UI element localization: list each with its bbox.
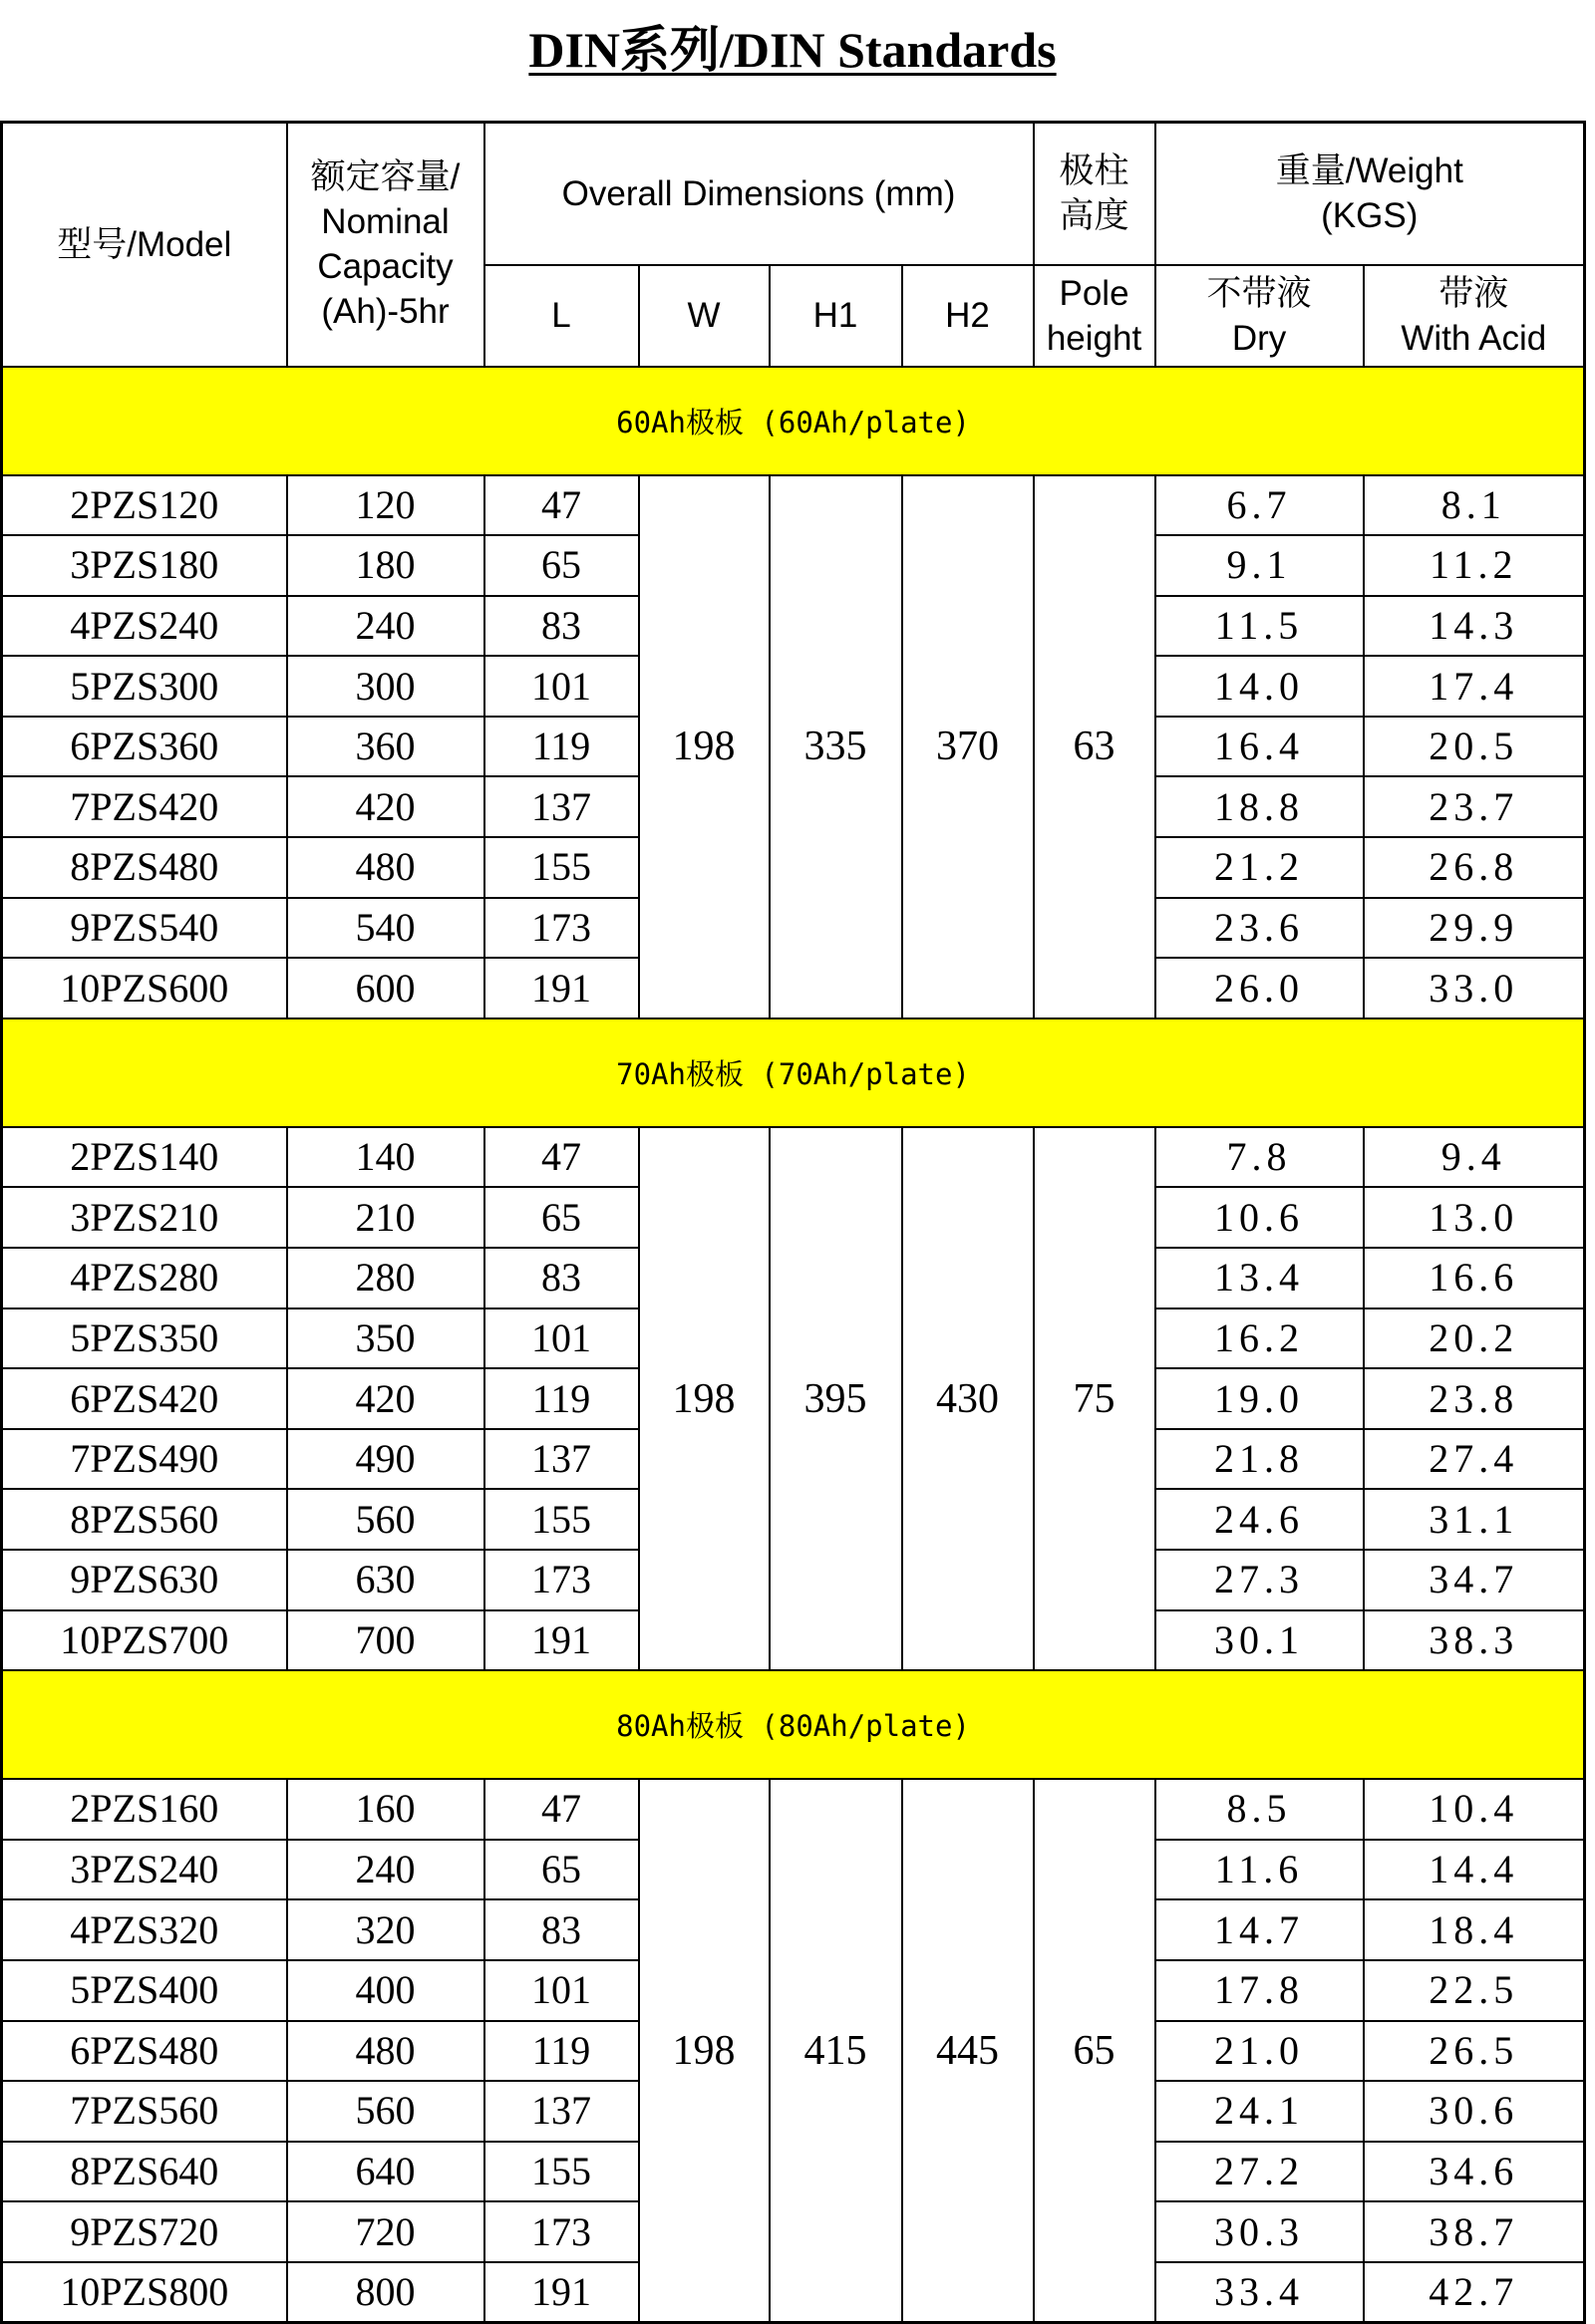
capacity-cell: 240 bbox=[287, 1840, 484, 1900]
model-cell: 2PZS160 bbox=[2, 1779, 287, 1840]
acid-weight-cell: 31.1 bbox=[1364, 1489, 1585, 1550]
model-cell: 9PZS720 bbox=[2, 2201, 287, 2262]
group-header-row bbox=[2, 367, 1585, 475]
dry-weight-cell: 21.0 bbox=[1155, 2021, 1364, 2082]
acid-weight-cell: 22.5 bbox=[1364, 1960, 1585, 2021]
capacity-cell: 280 bbox=[287, 1248, 484, 1308]
header-h1: H1 bbox=[770, 265, 902, 367]
capacity-cell: 720 bbox=[287, 2201, 484, 2262]
group-label: 60Ah极板 (60Ah/plate) bbox=[2, 367, 1585, 475]
length-cell: 101 bbox=[484, 1308, 639, 1369]
acid-weight-cell: 17.4 bbox=[1364, 656, 1585, 717]
acid-weight-cell: 33.0 bbox=[1364, 958, 1585, 1018]
capacity-cell: 420 bbox=[287, 1368, 484, 1429]
dry-weight-cell: 18.8 bbox=[1155, 776, 1364, 837]
length-cell: 83 bbox=[484, 1899, 639, 1960]
acid-weight-cell: 9.4 bbox=[1364, 1127, 1585, 1188]
model-cell: 8PZS640 bbox=[2, 2142, 287, 2202]
capacity-cell: 140 bbox=[287, 1127, 484, 1188]
din-spec-table bbox=[0, 121, 1586, 2324]
header-capacity-line: Capacity bbox=[317, 247, 454, 287]
length-cell: 83 bbox=[484, 596, 639, 657]
model-cell: 5PZS300 bbox=[2, 656, 287, 717]
acid-weight-cell: 34.6 bbox=[1364, 2142, 1585, 2202]
length-cell: 65 bbox=[484, 535, 639, 596]
acid-weight-cell: 14.4 bbox=[1364, 1840, 1585, 1900]
model-cell: 7PZS420 bbox=[2, 776, 287, 837]
header-l: L bbox=[484, 265, 639, 367]
capacity-cell: 180 bbox=[287, 535, 484, 596]
capacity-cell: 560 bbox=[287, 1489, 484, 1550]
dry-weight-cell: 30.1 bbox=[1155, 1610, 1364, 1671]
length-cell: 173 bbox=[484, 898, 639, 959]
header-pole-en-line: height bbox=[1046, 318, 1142, 358]
dry-weight-cell: 26.0 bbox=[1155, 958, 1364, 1018]
dry-weight-cell: 21.8 bbox=[1155, 1429, 1364, 1490]
width-cell: 198 bbox=[639, 1127, 770, 1670]
acid-weight-cell: 38.3 bbox=[1364, 1610, 1585, 1671]
length-cell: 155 bbox=[484, 1489, 639, 1550]
capacity-cell: 600 bbox=[287, 958, 484, 1018]
dry-weight-cell: 14.0 bbox=[1155, 656, 1364, 717]
acid-weight-cell: 30.6 bbox=[1364, 2081, 1585, 2142]
dry-weight-cell: 9.1 bbox=[1155, 535, 1364, 596]
capacity-cell: 700 bbox=[287, 1610, 484, 1671]
model-cell: 5PZS350 bbox=[2, 1308, 287, 1369]
h1-cell: 335 bbox=[770, 475, 902, 1018]
h2-cell: 430 bbox=[902, 1127, 1034, 1670]
acid-weight-cell: 11.2 bbox=[1364, 535, 1585, 596]
capacity-cell: 480 bbox=[287, 837, 484, 898]
model-cell: 10PZS800 bbox=[2, 2262, 287, 2323]
acid-weight-cell: 23.8 bbox=[1364, 1368, 1585, 1429]
model-cell: 2PZS120 bbox=[2, 475, 287, 536]
h1-cell: 415 bbox=[770, 1779, 902, 2322]
length-cell: 191 bbox=[484, 958, 639, 1018]
capacity-cell: 210 bbox=[287, 1187, 484, 1248]
capacity-cell: 640 bbox=[287, 2142, 484, 2202]
dry-weight-cell: 33.4 bbox=[1155, 2262, 1364, 2323]
model-cell: 4PZS320 bbox=[2, 1899, 287, 1960]
length-cell: 137 bbox=[484, 776, 639, 837]
dry-weight-cell: 11.6 bbox=[1155, 1840, 1364, 1900]
capacity-cell: 480 bbox=[287, 2021, 484, 2082]
group-label: 70Ah极板 (70Ah/plate) bbox=[2, 1018, 1585, 1127]
table-row bbox=[2, 1127, 1585, 1188]
h2-cell: 445 bbox=[902, 1779, 1034, 2322]
dry-weight-cell: 23.6 bbox=[1155, 898, 1364, 959]
capacity-cell: 360 bbox=[287, 717, 484, 777]
header-weight-line: 重量/Weight bbox=[1275, 151, 1463, 191]
capacity-cell: 120 bbox=[287, 475, 484, 536]
length-cell: 65 bbox=[484, 1187, 639, 1248]
model-cell: 5PZS400 bbox=[2, 1960, 287, 2021]
model-cell: 10PZS600 bbox=[2, 958, 287, 1018]
dry-weight-cell: 16.4 bbox=[1155, 717, 1364, 777]
length-cell: 119 bbox=[484, 717, 639, 777]
dry-weight-cell: 24.6 bbox=[1155, 1489, 1364, 1550]
header-pole-en bbox=[1034, 265, 1155, 367]
acid-weight-cell: 29.9 bbox=[1364, 898, 1585, 959]
length-cell: 137 bbox=[484, 1429, 639, 1490]
header-h2: H2 bbox=[902, 265, 1034, 367]
model-cell: 7PZS560 bbox=[2, 2081, 287, 2142]
length-cell: 47 bbox=[484, 1127, 639, 1188]
dry-weight-cell: 8.5 bbox=[1155, 1779, 1364, 1840]
capacity-cell: 800 bbox=[287, 2262, 484, 2323]
length-cell: 119 bbox=[484, 1368, 639, 1429]
acid-weight-cell: 8.1 bbox=[1364, 475, 1585, 536]
capacity-cell: 420 bbox=[287, 776, 484, 837]
model-cell: 6PZS420 bbox=[2, 1368, 287, 1429]
length-cell: 155 bbox=[484, 837, 639, 898]
acid-weight-cell: 16.6 bbox=[1364, 1248, 1585, 1308]
capacity-cell: 350 bbox=[287, 1308, 484, 1369]
acid-weight-cell: 42.7 bbox=[1364, 2262, 1585, 2323]
model-cell: 6PZS480 bbox=[2, 2021, 287, 2082]
acid-weight-cell: 23.7 bbox=[1364, 776, 1585, 837]
group-label: 80Ah极板 (80Ah/plate) bbox=[2, 1670, 1585, 1779]
length-cell: 101 bbox=[484, 1960, 639, 2021]
model-cell: 9PZS630 bbox=[2, 1550, 287, 1610]
header-capacity-line: Nominal bbox=[321, 202, 450, 242]
acid-weight-cell: 20.2 bbox=[1364, 1308, 1585, 1369]
group-header-row bbox=[2, 1670, 1585, 1779]
width-cell: 198 bbox=[639, 475, 770, 1018]
dry-weight-cell: 7.8 bbox=[1155, 1127, 1364, 1188]
dry-weight-cell: 14.7 bbox=[1155, 1899, 1364, 1960]
model-cell: 9PZS540 bbox=[2, 898, 287, 959]
dry-weight-cell: 30.3 bbox=[1155, 2201, 1364, 2262]
length-cell: 173 bbox=[484, 1550, 639, 1610]
model-cell: 3PZS240 bbox=[2, 1840, 287, 1900]
capacity-cell: 490 bbox=[287, 1429, 484, 1490]
length-cell: 47 bbox=[484, 475, 639, 536]
header-pole-en-line: Pole bbox=[1059, 273, 1129, 313]
model-cell: 8PZS560 bbox=[2, 1489, 287, 1550]
acid-weight-cell: 26.8 bbox=[1364, 837, 1585, 898]
dry-weight-cell: 13.4 bbox=[1155, 1248, 1364, 1308]
dry-weight-cell: 27.2 bbox=[1155, 2142, 1364, 2202]
pole-height-cell: 63 bbox=[1034, 475, 1155, 1018]
header-acid-line: With Acid bbox=[1401, 318, 1547, 358]
header-dry bbox=[1155, 265, 1364, 367]
header-capacity-line: 额定容量/ bbox=[310, 157, 461, 197]
acid-weight-cell: 26.5 bbox=[1364, 2021, 1585, 2082]
acid-weight-cell: 27.4 bbox=[1364, 1429, 1585, 1490]
group-header-row bbox=[2, 1018, 1585, 1127]
header-weight-line: (KGS) bbox=[1321, 196, 1419, 236]
length-cell: 101 bbox=[484, 656, 639, 717]
capacity-cell: 300 bbox=[287, 656, 484, 717]
length-cell: 191 bbox=[484, 1610, 639, 1671]
model-cell: 3PZS210 bbox=[2, 1187, 287, 1248]
page-title: DIN系列/DIN Standards bbox=[528, 22, 1057, 78]
dry-weight-cell: 11.5 bbox=[1155, 596, 1364, 657]
dry-weight-cell: 21.2 bbox=[1155, 837, 1364, 898]
length-cell: 119 bbox=[484, 2021, 639, 2082]
width-cell: 198 bbox=[639, 1779, 770, 2322]
header-dimensions: Overall Dimensions (mm) bbox=[484, 123, 1034, 265]
length-cell: 83 bbox=[484, 1248, 639, 1308]
table-row bbox=[2, 475, 1585, 536]
model-cell: 6PZS360 bbox=[2, 717, 287, 777]
model-cell: 10PZS700 bbox=[2, 1610, 287, 1671]
length-cell: 137 bbox=[484, 2081, 639, 2142]
dry-weight-cell: 6.7 bbox=[1155, 475, 1364, 536]
header-model: 型号/Model bbox=[2, 123, 287, 367]
acid-weight-cell: 38.7 bbox=[1364, 2201, 1585, 2262]
header-pole-cn bbox=[1034, 123, 1155, 265]
length-cell: 173 bbox=[484, 2201, 639, 2262]
dry-weight-cell: 16.2 bbox=[1155, 1308, 1364, 1369]
model-cell: 2PZS140 bbox=[2, 1127, 287, 1188]
h1-cell: 395 bbox=[770, 1127, 902, 1670]
model-cell: 4PZS240 bbox=[2, 596, 287, 657]
acid-weight-cell: 13.0 bbox=[1364, 1187, 1585, 1248]
table-body bbox=[2, 367, 1585, 2323]
length-cell: 191 bbox=[484, 2262, 639, 2323]
header-acid-line: 带液 bbox=[1438, 273, 1509, 313]
header-dry-line: Dry bbox=[1231, 318, 1287, 358]
dry-weight-cell: 27.3 bbox=[1155, 1550, 1364, 1610]
table-row bbox=[2, 1779, 1585, 1840]
capacity-cell: 160 bbox=[287, 1779, 484, 1840]
dry-weight-cell: 10.6 bbox=[1155, 1187, 1364, 1248]
pole-height-cell: 75 bbox=[1034, 1127, 1155, 1670]
pole-height-cell: 65 bbox=[1034, 1779, 1155, 2322]
model-cell: 8PZS480 bbox=[2, 837, 287, 898]
header-capacity bbox=[287, 123, 484, 367]
length-cell: 47 bbox=[484, 1779, 639, 1840]
acid-weight-cell: 10.4 bbox=[1364, 1779, 1585, 1840]
header-w: W bbox=[639, 265, 770, 367]
header-pole-line: 高度 bbox=[1059, 196, 1129, 236]
header-pole-line: 极柱 bbox=[1059, 151, 1129, 191]
header-dry-line: 不带液 bbox=[1206, 273, 1312, 313]
capacity-cell: 630 bbox=[287, 1550, 484, 1610]
capacity-cell: 320 bbox=[287, 1899, 484, 1960]
acid-weight-cell: 14.3 bbox=[1364, 596, 1585, 657]
length-cell: 65 bbox=[484, 1840, 639, 1900]
dry-weight-cell: 24.1 bbox=[1155, 2081, 1364, 2142]
length-cell: 155 bbox=[484, 2142, 639, 2202]
capacity-cell: 400 bbox=[287, 1960, 484, 2021]
acid-weight-cell: 20.5 bbox=[1364, 717, 1585, 777]
acid-weight-cell: 34.7 bbox=[1364, 1550, 1585, 1610]
h2-cell: 370 bbox=[902, 475, 1034, 1018]
capacity-cell: 540 bbox=[287, 898, 484, 959]
capacity-cell: 240 bbox=[287, 596, 484, 657]
model-cell: 3PZS180 bbox=[2, 535, 287, 596]
model-cell: 7PZS490 bbox=[2, 1429, 287, 1490]
dry-weight-cell: 17.8 bbox=[1155, 1960, 1364, 2021]
header-acid bbox=[1364, 265, 1585, 367]
model-cell: 4PZS280 bbox=[2, 1248, 287, 1308]
dry-weight-cell: 19.0 bbox=[1155, 1368, 1364, 1429]
capacity-cell: 560 bbox=[287, 2081, 484, 2142]
header-weight bbox=[1155, 123, 1585, 265]
header-capacity-line: (Ah)-5hr bbox=[321, 292, 450, 332]
acid-weight-cell: 18.4 bbox=[1364, 1899, 1585, 1960]
